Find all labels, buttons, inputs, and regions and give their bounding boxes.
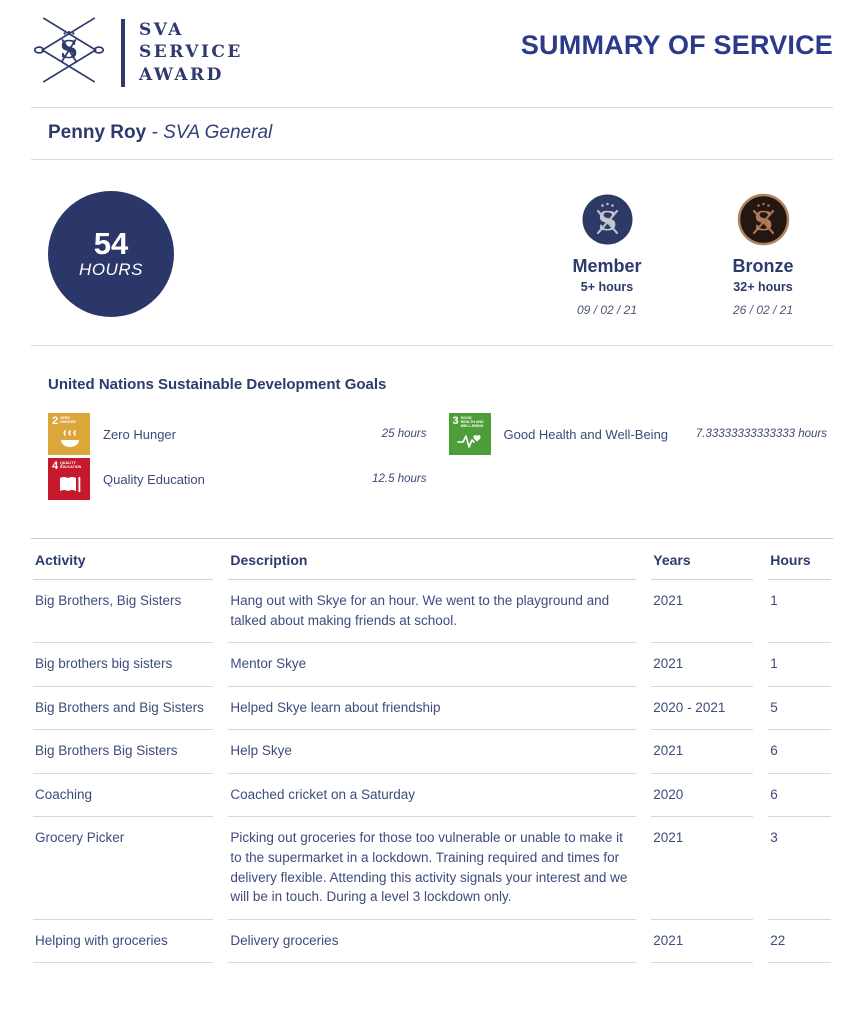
cell-hours: 1 bbox=[768, 643, 831, 687]
sdg3-tile bbox=[449, 413, 491, 455]
sva-logo-icon bbox=[31, 14, 107, 91]
sdg3-label: Good Health and Well-Being bbox=[503, 426, 669, 442]
column-header-activity: Activity bbox=[33, 539, 213, 580]
cell-years: 2021 bbox=[651, 643, 753, 687]
cell-activity: Big Brothers, Big Sisters bbox=[33, 580, 213, 643]
table-row bbox=[33, 643, 831, 687]
cell-hours: 5 bbox=[768, 687, 831, 731]
sdg-grid bbox=[31, 413, 833, 500]
hours-awards-section bbox=[31, 160, 833, 345]
sdg2-label: Zero Hunger bbox=[103, 426, 176, 442]
cell-hours: 1 bbox=[768, 580, 831, 643]
column-header-description: Description bbox=[228, 539, 636, 580]
cell-description: Hang out with Skye for an hour. We went to the playground and talked about making friends at school. bbox=[228, 580, 636, 643]
sdg-section bbox=[31, 346, 833, 538]
sdg2-number: 2 bbox=[52, 415, 59, 427]
brand-line-2: SERVICE bbox=[139, 42, 243, 63]
person-header bbox=[31, 108, 833, 159]
cell-years: 2021 bbox=[651, 580, 753, 643]
cell-years: 2021 bbox=[651, 920, 753, 964]
award-badges bbox=[553, 191, 817, 317]
cell-activity: Coaching bbox=[33, 774, 213, 818]
table-row bbox=[33, 920, 831, 964]
brand-line-1: SVA bbox=[139, 19, 184, 40]
award-bronze-name: Bronze bbox=[732, 256, 794, 276]
cell-description: Delivery groceries bbox=[228, 920, 636, 964]
cell-activity: Big brothers big sisters bbox=[33, 643, 213, 687]
sdg-item-quality-education bbox=[48, 458, 433, 500]
table-row bbox=[33, 687, 831, 731]
sdg-item-good-health bbox=[449, 413, 834, 455]
svg-text:S: S bbox=[753, 207, 773, 237]
activity-table bbox=[18, 539, 846, 963]
sdg-heading: United Nations Sustainable Development Goals bbox=[48, 376, 387, 393]
sdg2-tile bbox=[48, 413, 90, 455]
member-medal-icon bbox=[581, 193, 634, 246]
cell-hours: 6 bbox=[768, 730, 831, 774]
table-row bbox=[33, 774, 831, 818]
total-hours-value: 54 bbox=[93, 225, 129, 261]
award-member-name: Member bbox=[572, 256, 642, 276]
person-program: - SVA General bbox=[151, 122, 273, 143]
total-hours-badge bbox=[48, 191, 174, 317]
activity-table-section bbox=[31, 538, 833, 963]
sdg4-number: 4 bbox=[52, 460, 59, 472]
person-name: Penny Roy bbox=[48, 122, 147, 143]
sdg3-number: 3 bbox=[452, 415, 459, 427]
brand-divider-bar bbox=[121, 19, 125, 87]
column-header-hours: Hours bbox=[768, 539, 831, 580]
cell-years: 2020 bbox=[651, 774, 753, 818]
award-bronze bbox=[709, 193, 817, 317]
cell-activity: Grocery Picker bbox=[33, 817, 213, 919]
sdg3-hours: 7.33333333333333 hours bbox=[695, 428, 827, 440]
cell-description: Helped Skye learn about friendship bbox=[228, 687, 636, 731]
cell-activity: Big Brothers and Big Sisters bbox=[33, 687, 213, 731]
brand-wordmark bbox=[139, 19, 243, 86]
award-bronze-date: 26 / 02 / 21 bbox=[732, 303, 794, 317]
total-hours-unit: HOURS bbox=[79, 260, 143, 280]
cell-years: 2020 - 2021 bbox=[651, 687, 753, 731]
bronze-medal-icon bbox=[737, 193, 790, 246]
table-header-row bbox=[33, 539, 831, 580]
sdg4-hours: 12.5 hours bbox=[372, 473, 427, 485]
award-member-threshold: 5+ hours bbox=[580, 280, 634, 294]
award-member bbox=[553, 193, 661, 317]
heartbeat-heart-icon bbox=[453, 428, 488, 453]
sva-brand-block bbox=[31, 14, 243, 91]
sdg3-short-title: GOOD HEALTH AND WELL-BEING bbox=[460, 416, 484, 429]
sdg2-hours: 25 hours bbox=[381, 428, 427, 440]
bowl-steam-icon bbox=[52, 427, 87, 453]
column-header-years: Years bbox=[651, 539, 753, 580]
cell-hours: 6 bbox=[768, 774, 831, 818]
cell-description: Help Skye bbox=[228, 730, 636, 774]
page-title: SUMMARY OF SERVICE bbox=[520, 30, 833, 60]
cell-years: 2021 bbox=[651, 730, 753, 774]
award-member-date: 09 / 02 / 21 bbox=[576, 303, 638, 317]
table-row bbox=[33, 580, 831, 643]
table-row bbox=[33, 817, 831, 919]
award-bronze-threshold: 32+ hours bbox=[733, 280, 793, 294]
open-book-icon bbox=[52, 472, 87, 498]
page-header bbox=[31, 0, 833, 107]
sdg4-label: Quality Education bbox=[103, 471, 205, 487]
svg-text:S: S bbox=[597, 207, 617, 237]
cell-description: Mentor Skye bbox=[228, 643, 636, 687]
cell-hours: 3 bbox=[768, 817, 831, 919]
brand-line-3: AWARD bbox=[139, 64, 224, 85]
table-row bbox=[33, 730, 831, 774]
cell-activity: Big Brothers Big Sisters bbox=[33, 730, 213, 774]
sdg-item-zero-hunger bbox=[48, 413, 433, 455]
sdg4-tile bbox=[48, 458, 90, 500]
cell-description: Coached cricket on a Saturday bbox=[228, 774, 636, 818]
cell-description: Picking out groceries for those too vulnerable or unable to make it to the supermarket in a lockdown. Training required and times for delivery flexible. Attending this activity signals your interest and we will be in touch. During a level 3 lockdown only. bbox=[228, 817, 636, 919]
sdg2-short-title: ZERO HUNGER bbox=[60, 416, 76, 425]
sdg4-short-title: QUALITY EDUCATION bbox=[60, 461, 82, 470]
cell-hours: 22 bbox=[768, 920, 831, 964]
cell-activity: Helping with groceries bbox=[33, 920, 213, 964]
cell-years: 2021 bbox=[651, 817, 753, 919]
sva-monogram-letter: S bbox=[60, 34, 78, 64]
